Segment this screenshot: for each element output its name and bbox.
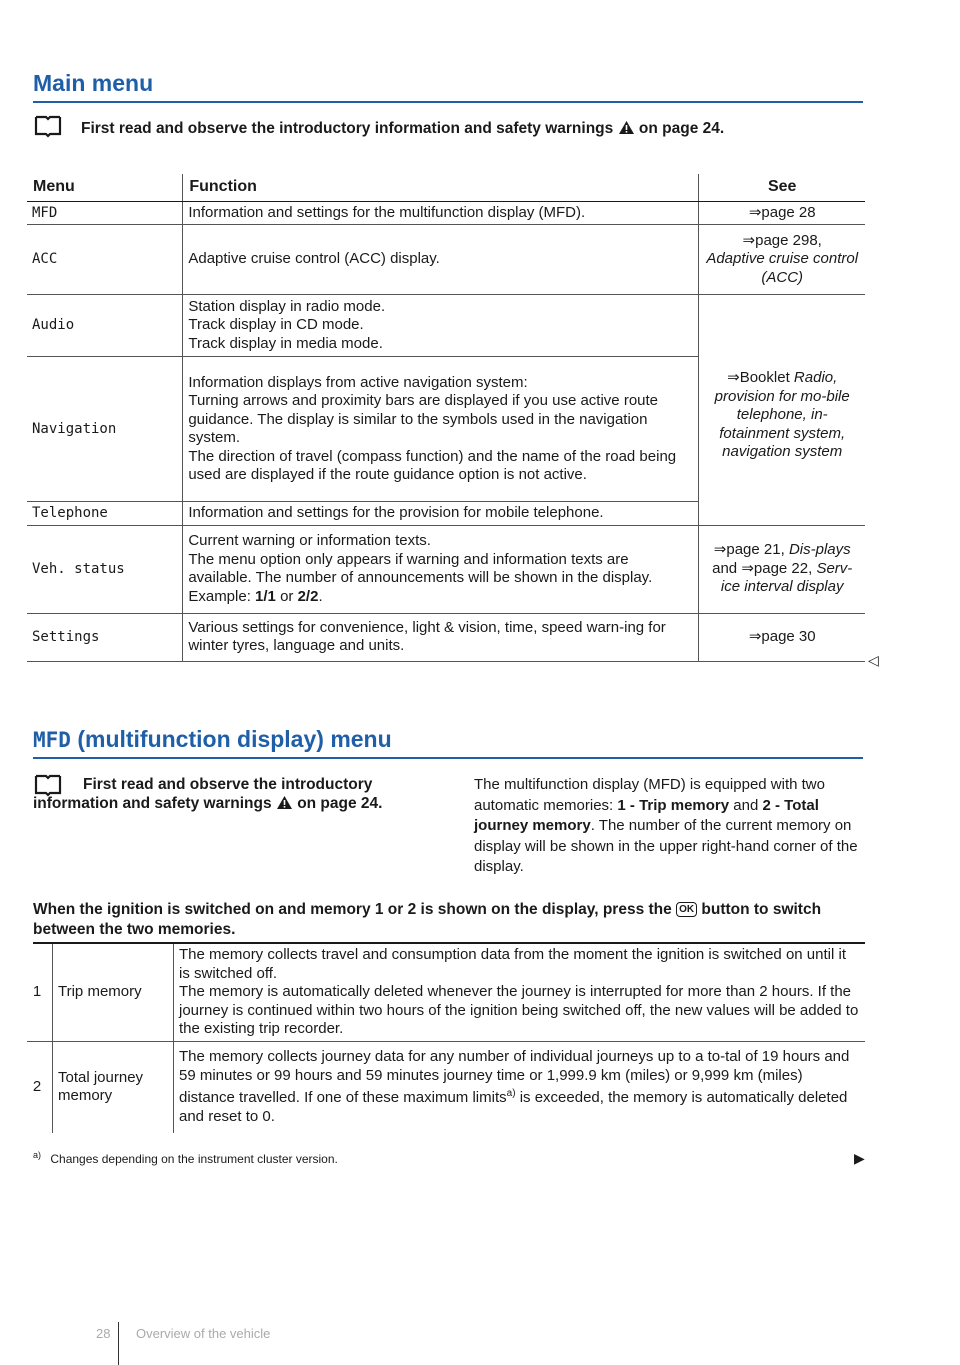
memory-number-1: 1: [27, 944, 53, 1041]
function-telephone: Information and settings for the provision for mobile telephone.: [183, 502, 699, 526]
header-function: Function: [183, 174, 699, 201]
function-acc: Adaptive cruise control (ACC) display.: [183, 225, 699, 295]
menu-mfd: MFD: [27, 201, 183, 225]
memory-number-2: 2: [32, 1078, 42, 1095]
page-number: 28: [96, 1326, 111, 1341]
back-marker: ◁: [868, 652, 879, 668]
memory-table: [27, 944, 865, 1133]
chapter-title: Overview of the vehicle: [136, 1326, 271, 1341]
example-1-1: 1/1: [255, 587, 276, 605]
instruction-text-b: button to switch between the two memories.: [33, 901, 822, 938]
see-acc-page[interactable]: ⇒page 298,: [742, 231, 822, 249]
table-row: [27, 1041, 865, 1133]
memory-desc-2-b: is exceeded, the memory is automatically deleted and reset to 0.: [179, 1089, 848, 1125]
para-and: and: [733, 796, 759, 814]
section-title-mfd-menu: [33, 726, 392, 753]
function-veh-status: Current warning or information texts. The menu option only appears if warning and information texts are available. The number of announcements will be shown in the display. Example: 1/1 or 2/2.: [183, 525, 699, 613]
see-acc-title: Adaptive cruise control (ACC): [706, 250, 859, 286]
memory-desc-2-a: The memory collects journey data for any number of individual journeys up to a to-tal of 19 hours and 59 minutes or 99 hours and 59 minutes journey time or 1,999.9 km (miles) or 9,999 km (miles) distance travelled. If one of these maximum limits: [179, 1048, 850, 1107]
memory-label-2: Total journey memory: [53, 1041, 174, 1133]
see-acc: [699, 225, 865, 295]
example-2-2: 2/2: [297, 587, 319, 605]
see-mfd[interactable]: ⇒page 28: [699, 201, 865, 225]
section-rule: [33, 757, 863, 759]
intro-page-ref-2[interactable]: on page 24.: [297, 795, 383, 812]
function-veh-status-text: Current warning or information texts. The menu option only appears if warning and information texts are available. The number of announcements will be shown in the display. Example:: [188, 532, 653, 605]
header-see: See: [699, 174, 865, 201]
see-veh-page-22[interactable]: ⇒page 22,: [741, 559, 813, 577]
see-veh-displays: Dis-plays: [788, 541, 851, 559]
main-menu-table: [27, 174, 865, 662]
menu-navigation: Navigation: [27, 357, 183, 502]
see-veh-status: [699, 525, 865, 613]
book-icon: [33, 114, 63, 143]
see-booklet-title: Radio, provision for mo-bile telephone, in-fotainment system, navigation system: [714, 369, 850, 460]
menu-veh-status: Veh. status: [27, 525, 183, 613]
table-row: [27, 613, 865, 661]
para-text-a: The multifunction display (MFD) is equipped with two automatic memories:: [474, 776, 825, 814]
see-veh-page-21[interactable]: ⇒page 21,: [713, 541, 785, 559]
see-veh-service: Serv-ice interval display: [720, 559, 853, 596]
example-or: or: [280, 587, 294, 605]
mfd-description: [474, 775, 866, 878]
ok-button-icon: OK: [676, 902, 697, 917]
header-menu: Menu: [27, 174, 183, 201]
table-row: [27, 944, 865, 1041]
warning-icon: [618, 120, 635, 135]
para-trip-memory: 1 - Trip memory: [617, 796, 730, 814]
instruction-text-a: When the ignition is switched on and memory 1 or 2 is shown on the display, press the: [33, 901, 672, 918]
table-row: [27, 525, 865, 613]
intro-notice: [81, 119, 871, 138]
para-text-e: . The number of the current memory on display will be shown in the upper right-hand corner of the display.: [474, 817, 858, 875]
table-row: [27, 295, 865, 357]
footnote-mark: a): [33, 1150, 42, 1160]
footnote: [33, 1150, 338, 1166]
footnote-text: Changes depending on the instrument cluster version.: [50, 1152, 338, 1166]
intro-page-ref[interactable]: on page 24.: [638, 120, 725, 137]
intro-text-2: First read and observe the introductory information and safety warnings: [33, 776, 373, 812]
footer-divider: [118, 1322, 119, 1365]
para-total-memory: 2 - Total journey memory: [474, 796, 819, 834]
function-audio: Station display in radio mode. Track display in CD mode. Track display in media mode.: [183, 295, 699, 357]
intro-notice-2: [33, 775, 443, 813]
intro-text: First read and observe the introductory information and safety warnings: [81, 120, 614, 137]
menu-settings: Settings: [27, 613, 183, 661]
section-rule: [33, 101, 863, 103]
section-title-main-menu: Main menu: [33, 70, 154, 96]
next-page-marker: ▶: [854, 1150, 865, 1166]
title-mfd-text: (multifunction display) menu: [77, 726, 392, 752]
menu-telephone: Telephone: [27, 502, 183, 526]
see-booklet: [699, 295, 865, 526]
menu-audio: Audio: [27, 295, 183, 357]
memory-desc-1: The memory collects travel and consumption data from the moment the ignition is switched on until it is switched off. The memory is automatically deleted whenever the journey is interrupted for more than 2 hours. If the journey is continued within two hours of the ignition being switched off, the new values will be added to the existing trip recorder.: [174, 944, 866, 1041]
function-mfd: Information and settings for the multifunction display (MFD).: [183, 201, 699, 225]
memory-label-1: Trip memory: [53, 944, 174, 1041]
table-row: [27, 201, 865, 225]
table-row: [27, 225, 865, 295]
menu-acc: ACC: [27, 225, 183, 295]
see-booklet-ref[interactable]: ⇒Booklet: [727, 369, 790, 386]
memory-desc-2: [174, 1041, 866, 1133]
warning-icon: [276, 795, 293, 810]
function-navigation: Information displays from active navigation system: Turning arrows and proximity bars are displayed if you use active route guidance. The display is similar to the symbols used in the navigation system. The direction of travel (compass function) and the name of the road being used are displayed if the route guidance option is not active.: [183, 357, 699, 502]
function-settings: Various settings for convenience, light & vision, time, speed warn-ing for winter tyres, language and units.: [183, 613, 699, 661]
see-veh-and: and: [712, 559, 738, 577]
footnote-ref[interactable]: a): [506, 1088, 516, 1100]
see-settings[interactable]: ⇒page 30: [699, 613, 865, 661]
title-mfd-code: MFD: [33, 728, 71, 752]
instruction: [33, 900, 863, 940]
